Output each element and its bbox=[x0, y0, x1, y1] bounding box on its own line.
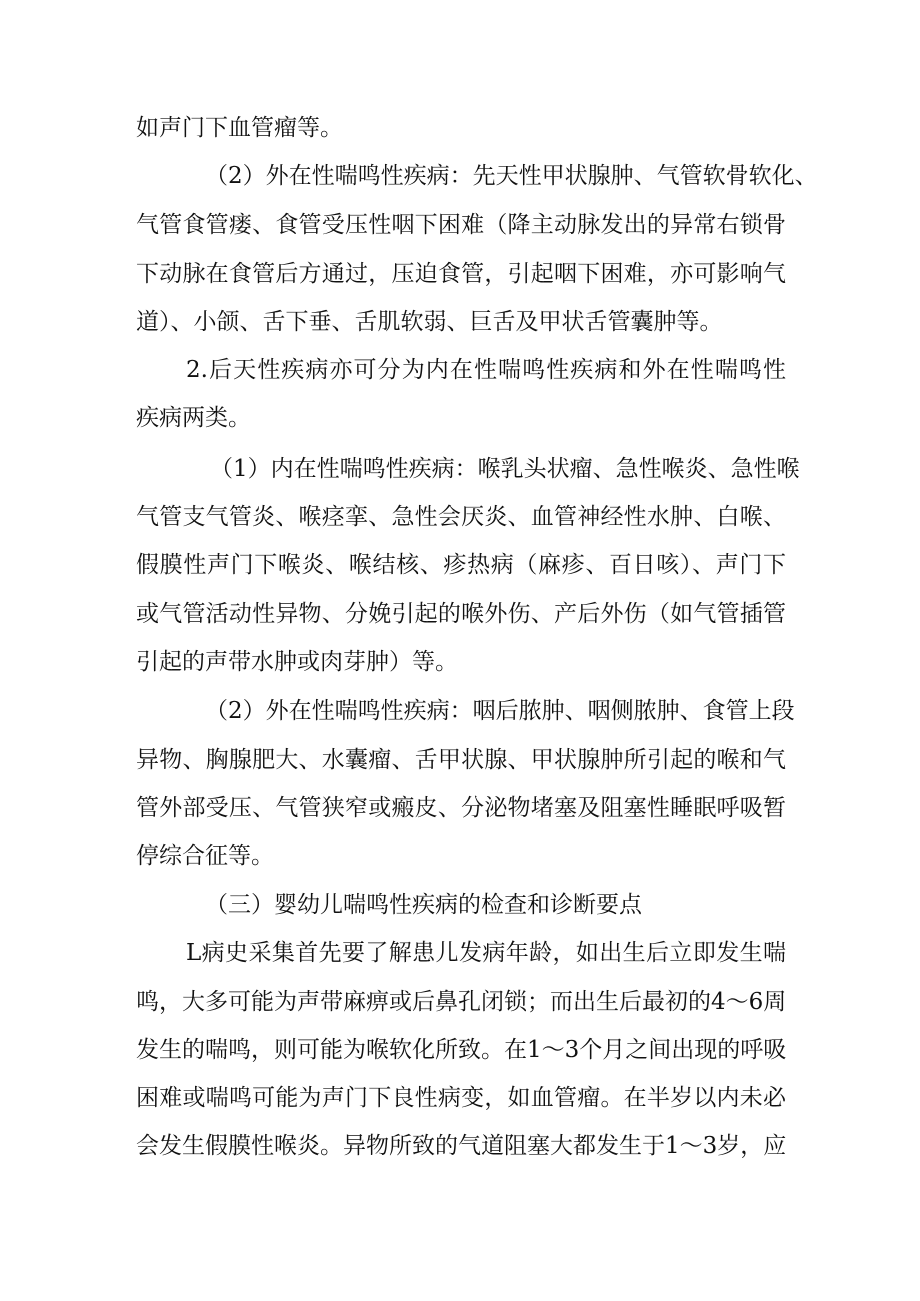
text-line: 发生的喘鸣，则可能为喉软化所致。在1～3个月之间出现的呼吸 bbox=[136, 1037, 787, 1063]
text-line: 如声门下血管瘤等。 bbox=[136, 115, 343, 141]
text-line: 下动脉在食管后方通过，压迫食管，引起咽下困难，亦可影响气 bbox=[136, 261, 786, 287]
text-line: 疾病两类。 bbox=[136, 405, 251, 431]
text-line: L病史采集首先要了解患儿发病年龄，如出生后立即发生喘 bbox=[186, 940, 786, 966]
text-line: 引起的声带水肿或肉芽肿）等。 bbox=[136, 649, 458, 675]
text-line: （2）外在性喘鸣性疾病：咽后脓肿、咽侧脓肿、食管上段 bbox=[205, 698, 795, 724]
text-line: 2.后天性疾病亦可分为内在性喘鸣性疾病和外在性喘鸣性 bbox=[186, 357, 786, 383]
text-line: 困难或喘鸣可能为声门下良性病变，如血管瘤。在半岁以内未必 bbox=[136, 1085, 786, 1111]
text-line: 气管支气管炎、喉痉挛、急性会厌炎、血管神经性水肿、白喉、 bbox=[136, 504, 786, 530]
text-line: 异物、胸腺肥大、水囊瘤、舌甲状腺、甲状腺肿所引起的喉和气 bbox=[136, 747, 786, 773]
text-line: 气管食管瘘、食管受压性咽下困难（降主动脉发出的异常右锁骨 bbox=[136, 212, 786, 238]
text-line: 停综合征等。 bbox=[136, 843, 274, 869]
text-line: 会发生假膜性喉炎。异物所致的气道阻塞大都发生于1～3岁，应 bbox=[136, 1133, 787, 1159]
text-line: 鸣，大多可能为声带麻痹或后鼻孔闭锁；而出生后最初的4～6周 bbox=[136, 989, 787, 1015]
text-line: 或气管活动性异物、分娩引起的喉外伤、产后外伤（如气管插管 bbox=[136, 601, 786, 627]
text-line: 管外部受压、气管狭窄或瘢皮、分泌物堵塞及阻塞性睡眠呼吸暂 bbox=[136, 795, 786, 821]
text-line: 道）、小颌、舌下垂、舌肌软弱、巨舌及甲状舌管囊肿等。 bbox=[136, 309, 723, 335]
text-line: 假膜性声门下喉炎、喉结核、疹热病（麻疹、百日咳）、声门下 bbox=[136, 552, 786, 578]
section-heading: （三）婴幼儿喘鸣性疾病的检查和诊断要点 bbox=[205, 892, 642, 918]
text-line: （1）内在性喘鸣性疾病：喉乳头状瘤、急性喉炎、急性喉 bbox=[210, 456, 800, 482]
text-line: （2）外在性喘鸣性疾病：先天性甲状腺肿、气管软骨软化、 bbox=[205, 163, 818, 189]
